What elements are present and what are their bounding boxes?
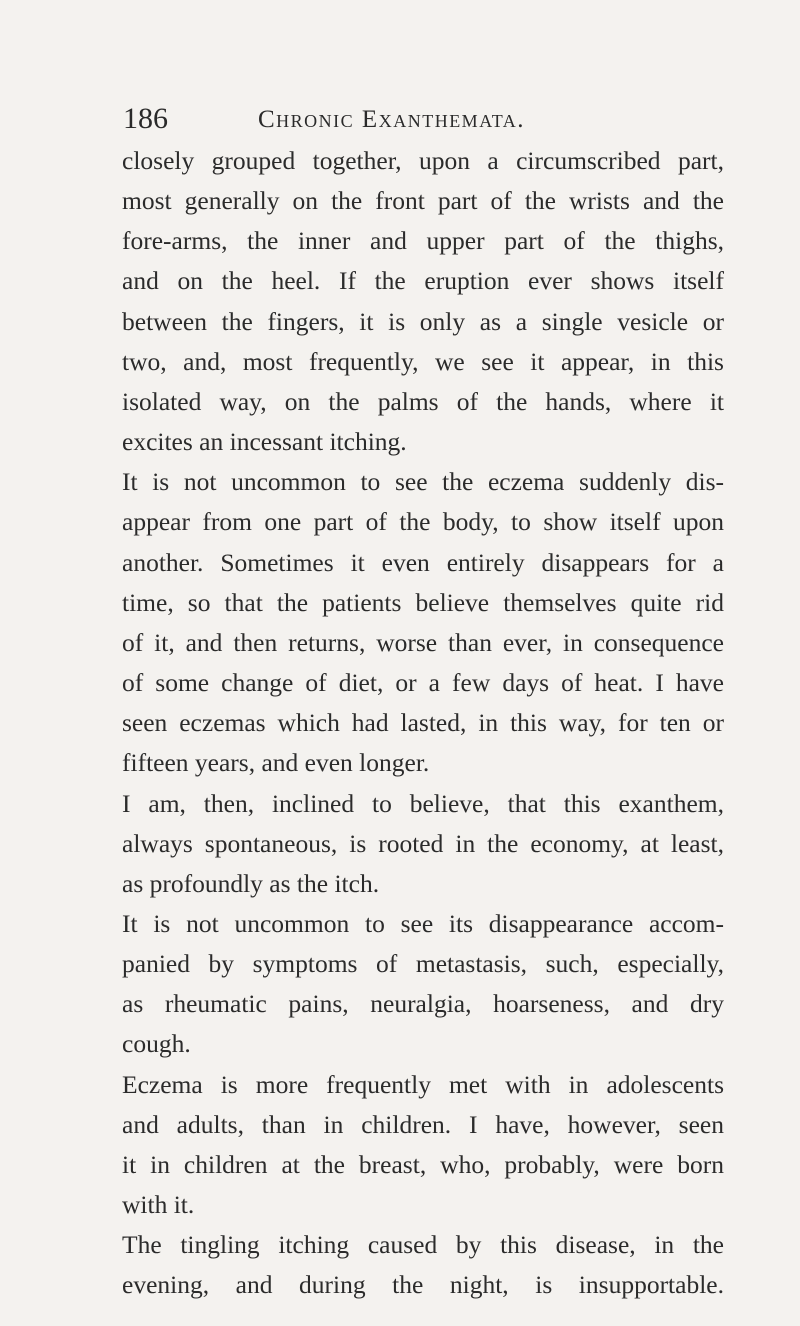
paragraph: [122, 141, 724, 462]
text-line: I am, then, inclined to believe, that this exanthem,: [122, 788, 724, 818]
paragraph: [122, 462, 724, 783]
text-line: It is not uncommon to see its disappearance accom-: [122, 908, 724, 938]
text-line: appear from one part of the body, to show itself upon: [122, 507, 724, 537]
text-line: between the fingers, it is only as a single vesicle or: [122, 306, 724, 336]
text-line: fifteen years, and even longer.: [122, 748, 430, 778]
text-line: panied by symptoms of metastasis, such, especially,: [122, 949, 724, 979]
text-line: time, so that the patients believe themselves quite rid: [122, 587, 724, 617]
body-text: [122, 141, 724, 1306]
text-line: of some change of diet, or a few days of heat. I have: [122, 668, 724, 698]
text-line: and adults, than in children. I have, however, seen: [122, 1109, 724, 1139]
text-line: and on the heel. If the eruption ever shows itself: [122, 266, 724, 296]
paragraph: [122, 904, 724, 1065]
page-number: 186: [123, 102, 168, 135]
text-line: cough.: [122, 1029, 191, 1059]
paragraph: [122, 784, 724, 904]
text-line: seen eczemas which had lasted, in this way, for ten or: [122, 708, 724, 738]
text-line: as profoundly as the itch.: [122, 868, 380, 898]
page-header: [123, 100, 743, 140]
text-line: most generally on the front part of the wrists and the: [122, 186, 724, 216]
text-line: excites an incessant itching.: [122, 427, 407, 457]
text-line: It is not uncommon to see the eczema suddenly dis-: [122, 467, 724, 497]
text-line: with it.: [122, 1190, 195, 1220]
text-line: isolated way, on the palms of the hands, where it: [122, 386, 724, 416]
text-line: another. Sometimes it even entirely disappears for a: [122, 547, 724, 577]
running-head: Chronic Exanthemata.: [258, 106, 525, 133]
text-line: evening, and during the night, is insupportable.: [122, 1270, 724, 1300]
text-line: as rheumatic pains, neuralgia, hoarseness, and dry: [122, 989, 724, 1019]
text-line: Eczema is more frequently met with in adolescents: [122, 1069, 724, 1099]
text-line: always spontaneous, is rooted in the economy, at least,: [122, 828, 724, 858]
paragraph: [122, 1065, 724, 1226]
text-line: it in children at the breast, who, probably, were born: [122, 1149, 724, 1179]
text-line: two, and, most frequently, we see it appear, in this: [122, 346, 724, 376]
text-line: fore-arms, the inner and upper part of the thighs,: [122, 226, 724, 256]
paragraph: [122, 1225, 724, 1305]
text-line: The tingling itching caused by this disease, in the: [122, 1230, 724, 1260]
text-line: of it, and then returns, worse than ever, in consequence: [122, 627, 724, 657]
text-line: closely grouped together, upon a circumscribed part,: [122, 146, 724, 175]
